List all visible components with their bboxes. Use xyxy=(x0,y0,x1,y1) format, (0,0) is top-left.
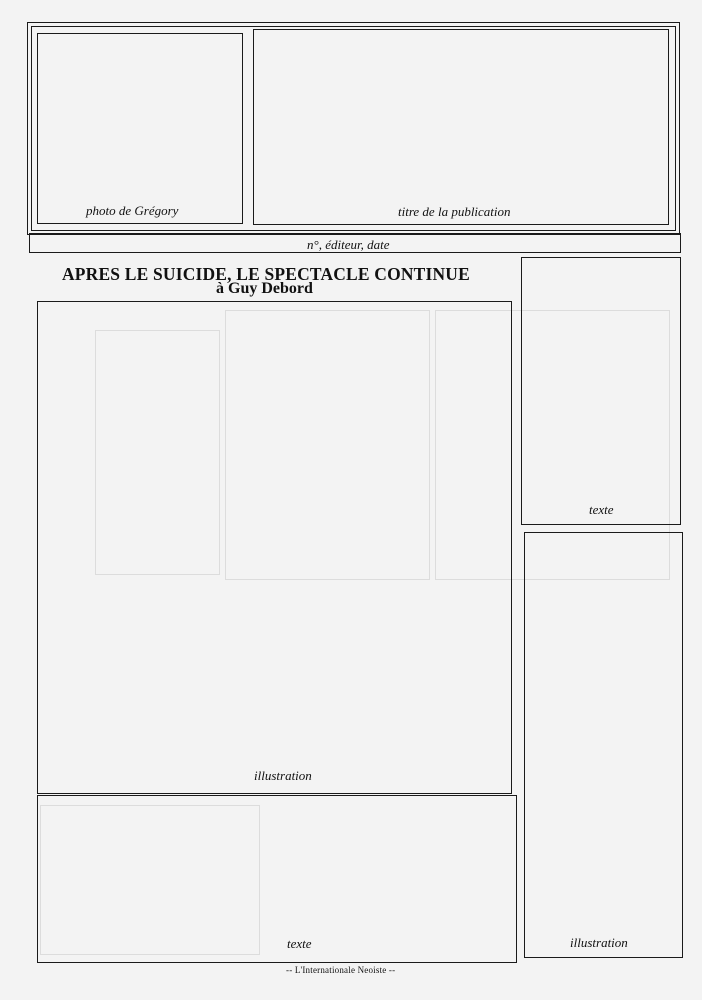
footer-credit: -- L'Internationale Neoiste -- xyxy=(286,965,396,975)
article-subtitle: à Guy Debord xyxy=(216,280,313,297)
main-illustration-label: illustration xyxy=(254,768,312,783)
right-top-text-box xyxy=(521,257,681,525)
publication-title-box xyxy=(253,29,669,225)
bottom-text-box xyxy=(37,795,517,963)
main-illustration-box xyxy=(37,301,512,794)
bottom-text-label: texte xyxy=(287,936,312,951)
right-bottom-illustration-label: illustration xyxy=(570,935,628,950)
right-bottom-illustration-box xyxy=(524,532,683,958)
article-title: APRES LE SUICIDE, LE SPECTACLE CONTINUE xyxy=(62,264,470,284)
photo-label: photo de Grégory xyxy=(86,203,179,218)
info-label: n°, éditeur, date xyxy=(307,237,390,252)
right-top-text-label: texte xyxy=(589,502,614,517)
photo-box xyxy=(37,33,243,224)
publication-title-label: titre de la publication xyxy=(398,204,511,219)
